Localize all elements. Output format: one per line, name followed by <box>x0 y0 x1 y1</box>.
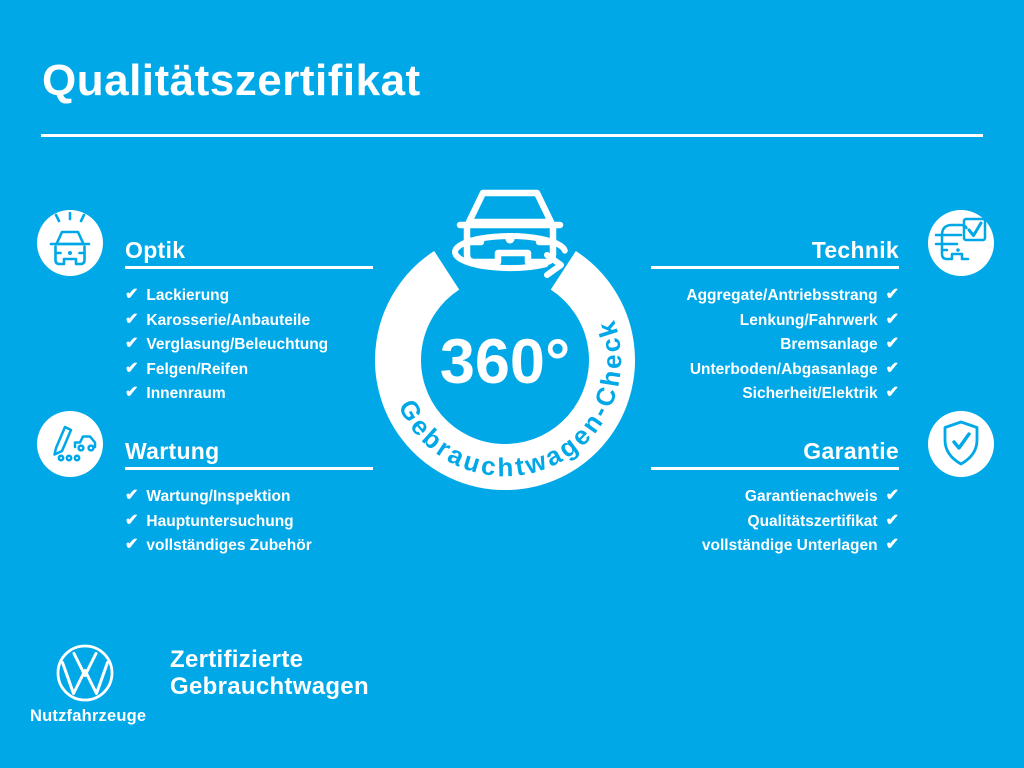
check-icon: ✔ <box>885 286 899 304</box>
shield-check-icon <box>928 411 994 477</box>
van-360-rotation-icon <box>455 193 565 275</box>
checklist-optik <box>125 284 328 407</box>
check-icon: ✔ <box>125 335 139 353</box>
list-item <box>579 510 899 535</box>
list-item-label: Hauptuntersuchung <box>146 512 294 530</box>
tagline-line-1: Zertifizierte <box>170 646 304 673</box>
check-icon: ✔ <box>885 335 899 353</box>
list-item-label: Wartung/Inspektion <box>146 488 291 506</box>
check-icon: ✔ <box>885 359 899 377</box>
list-item-label: Lackierung <box>146 287 230 305</box>
list-item-label: Aggregate/Antriebsstrang <box>686 287 878 305</box>
section-divider-optik <box>125 266 373 269</box>
section-heading-technik: Technik <box>811 237 899 263</box>
list-item-label: Garantienachweis <box>744 488 878 506</box>
check-icon: ✔ <box>125 286 139 304</box>
list-item <box>125 534 312 559</box>
check-icon: ✔ <box>885 310 899 328</box>
list-item-label: Bremsanlage <box>780 336 878 354</box>
list-item-label: vollständiges Zubehör <box>146 537 312 555</box>
list-item-label: vollständige Unterlagen <box>701 537 878 555</box>
footer-tagline <box>170 646 369 700</box>
list-item-label: Felgen/Reifen <box>146 360 249 378</box>
tagline-line-2: Gebrauchtwagen <box>170 673 369 700</box>
list-item-label: Karosserie/Anbauteile <box>146 311 311 329</box>
list-item-label: Verglasung/Beleuchtung <box>146 336 329 354</box>
title-divider <box>41 134 983 137</box>
list-item <box>125 284 328 309</box>
list-item <box>125 485 312 510</box>
service-checklist-icon <box>37 411 103 477</box>
list-item-label: Innenraum <box>146 385 226 403</box>
check-icon: ✔ <box>885 536 899 554</box>
section-heading-wartung: Wartung <box>125 438 220 464</box>
list-item-label: Qualitätszertifikat <box>747 512 878 530</box>
check-icon: ✔ <box>885 511 899 529</box>
list-item <box>579 534 899 559</box>
section-divider-technik <box>651 266 899 269</box>
check-icon: ✔ <box>885 487 899 505</box>
check-icon: ✔ <box>125 536 139 554</box>
list-item <box>125 382 328 407</box>
check-icon: ✔ <box>885 384 899 402</box>
check-icon: ✔ <box>125 511 139 529</box>
sparkling-car-icon <box>37 210 103 276</box>
section-heading-optik: Optik <box>125 237 186 263</box>
list-item <box>125 510 312 535</box>
check-icon: ✔ <box>125 384 139 402</box>
checklist-wartung <box>125 485 312 559</box>
check-icon: ✔ <box>125 310 139 328</box>
vw-logo <box>54 642 116 709</box>
check-icon: ✔ <box>125 359 139 377</box>
list-item-label: Sicherheit/Elektrik <box>742 385 878 403</box>
badge-curved-label: Gebrauchtwagen-Check <box>392 314 628 483</box>
car-inspection-icon <box>928 210 994 276</box>
list-item-label: Lenkung/Fahrwerk <box>739 311 878 329</box>
list-item-label: Unterboden/Abgasanlage <box>689 360 878 378</box>
check-icon: ✔ <box>125 487 139 505</box>
list-item <box>125 333 328 358</box>
360-degree-badge <box>355 175 665 510</box>
badge-degrees-label: 360° <box>439 327 571 397</box>
brand-label: Nutzfahrzeuge <box>30 707 147 725</box>
section-divider-wartung <box>125 467 373 470</box>
list-item <box>125 309 328 334</box>
list-item <box>125 358 328 383</box>
section-divider-garantie <box>651 467 899 470</box>
page-title: Qualitätszertifikat <box>42 56 421 105</box>
section-heading-garantie: Garantie <box>803 438 899 464</box>
